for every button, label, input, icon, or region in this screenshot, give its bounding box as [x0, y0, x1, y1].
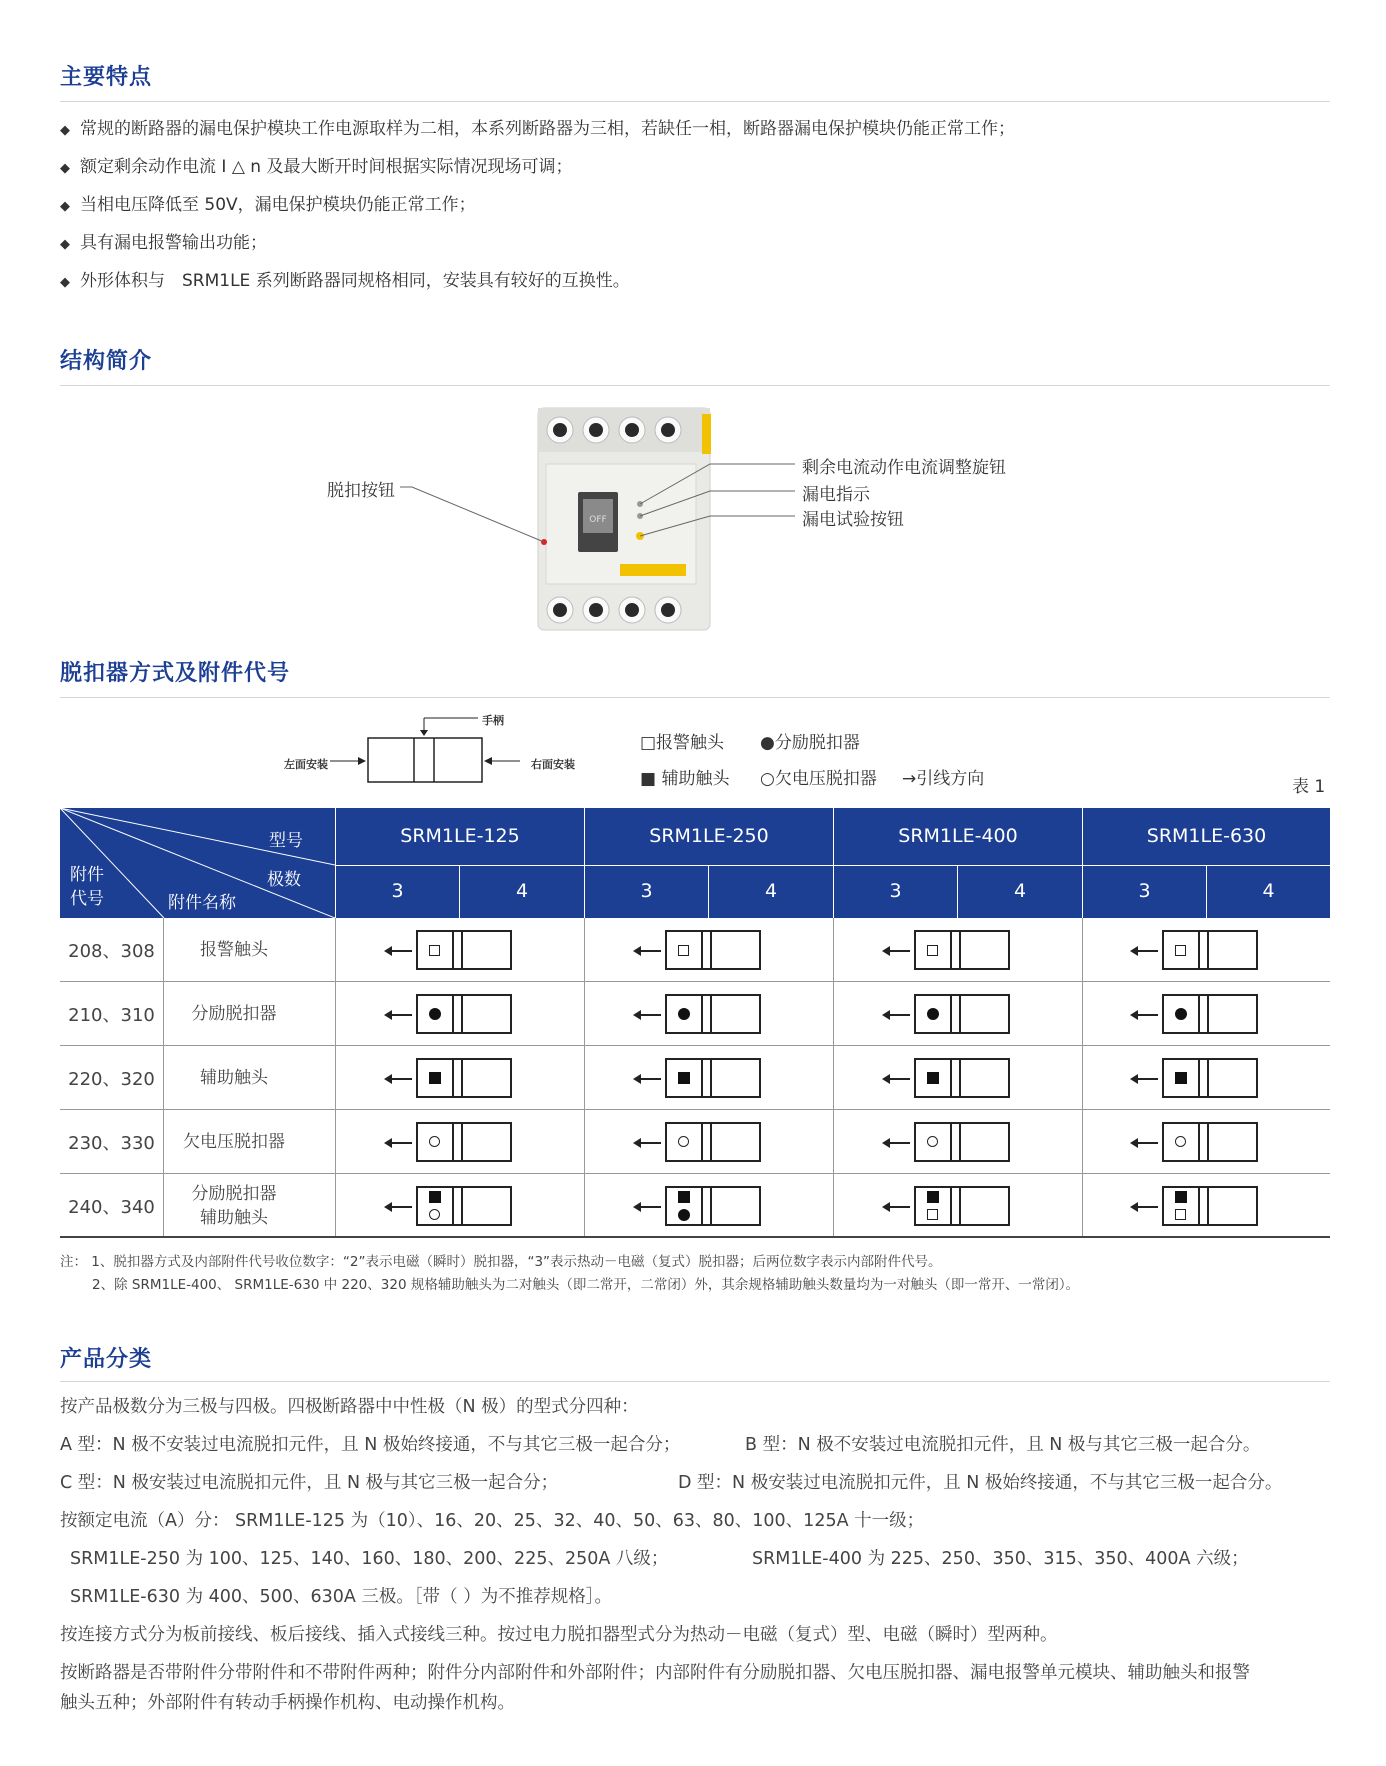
release-symbol — [386, 930, 526, 972]
accessory-name: 报警触头 — [200, 939, 268, 960]
release-symbol — [386, 1058, 526, 1100]
table-note: 注： 1、脱扣器方式及内部附件代号收位数字：“2”表示电磁（瞬时）脱扣器，“3”表示热动－电磁（复式）脱扣器；后两位数字表示内部附件代号。 — [60, 1254, 942, 1270]
release-symbol — [884, 1058, 1024, 1100]
diamond-bullet-icon: ◆ — [60, 123, 70, 138]
mount-arrows — [330, 755, 530, 767]
release-symbol — [884, 1186, 1024, 1228]
release-symbol — [884, 930, 1024, 972]
table-number: 表 1 — [1292, 777, 1326, 797]
legend-aux: ■ 辅助触头 — [640, 769, 730, 789]
pole-header: 3 — [640, 880, 653, 902]
label-right-mount: 右面安装 — [531, 758, 575, 771]
filled-circle-icon — [1175, 1008, 1187, 1020]
release-symbol — [1132, 930, 1272, 972]
open-circle-icon — [927, 1136, 938, 1147]
classification-line: 触头五种；外部附件有转动手柄操作机构、电动操作机构。 — [60, 1693, 515, 1713]
label-handle: 手柄 — [482, 714, 504, 727]
release-symbol — [1132, 1122, 1272, 1164]
release-symbol — [386, 994, 526, 1036]
release-symbol — [386, 1186, 526, 1228]
filled-square-icon — [927, 1072, 939, 1084]
pole-header: 4 — [1262, 880, 1275, 902]
label-residual-knob: 剩余电流动作电流调整旋钮 — [802, 458, 1006, 478]
open-square-icon — [927, 1209, 938, 1220]
model-header: SRM1LE-400 — [898, 825, 1018, 847]
feature-item: ◆ 额定剩余动作电流 I △ n 及最大断开时间根据实际情况现场可调； — [60, 157, 573, 177]
diamond-bullet-icon: ◆ — [60, 237, 70, 252]
table-row — [60, 1174, 1330, 1237]
classification-line: A 型：N 极不安装过电流脱扣元件，且 N 极始终接通，不与其它三极一起合分； — [60, 1435, 681, 1455]
header-poles: 极数 — [267, 870, 301, 890]
pole-header: 3 — [1138, 880, 1151, 902]
open-square-icon — [429, 945, 440, 956]
header-model: 型号 — [269, 831, 303, 851]
filled-circle-icon — [678, 1008, 690, 1020]
label-left-mount: 左面安装 — [284, 758, 328, 771]
divider — [60, 697, 1330, 698]
accessory-code: 230、330 — [68, 1132, 155, 1154]
grid-line — [60, 1236, 1330, 1238]
release-symbol — [635, 1186, 775, 1228]
filled-square-icon — [927, 1191, 939, 1203]
accessory-code: 240、340 — [68, 1196, 155, 1218]
accessory-code: 210、310 — [68, 1004, 155, 1026]
pole-header: 4 — [515, 880, 529, 902]
divider — [60, 385, 1330, 386]
open-circle-icon — [678, 1136, 689, 1147]
filled-circle-icon — [429, 1008, 441, 1020]
filled-square-icon — [678, 1191, 690, 1203]
classification-line: SRM1LE-630 为 400、500、630A 三极。［带（ ）为不推荐规格］。 — [70, 1587, 612, 1607]
pole-header: 3 — [889, 880, 902, 902]
open-square-icon — [927, 945, 938, 956]
open-circle-icon — [429, 1209, 440, 1220]
diamond-bullet-icon: ◆ — [60, 161, 70, 176]
filled-square-icon — [429, 1191, 441, 1203]
header-name: 附件名称 — [168, 893, 236, 913]
classification-line: 按产品极数分为三极与四极。四极断路器中中性极（N 极）的型式分四种： — [60, 1397, 639, 1417]
feature-item: ◆ 当相电压降低至 50V，漏电保护模块仍能正常工作； — [60, 195, 476, 215]
divider — [60, 101, 1330, 102]
table-row — [60, 918, 1330, 981]
feature-item: ◆ 外形体积与 SRM1LE 系列断路器同规格相同，安装具有较好的互换性。 — [60, 271, 630, 291]
accessory-name: 辅助触头 — [200, 1067, 268, 1088]
header-code: 附件 代号 — [70, 865, 104, 909]
pole-header: 4 — [1013, 880, 1027, 902]
open-circle-icon — [1175, 1136, 1186, 1147]
section-title-classification: 产品分类 — [60, 1347, 153, 1372]
table-row — [60, 1110, 1330, 1173]
accessory-name: 分励脱扣器 — [191, 1003, 277, 1024]
table-row — [60, 1046, 1330, 1109]
accessory-table — [60, 808, 1330, 1238]
switch-off-text: OFF — [589, 515, 607, 525]
open-circle-icon — [429, 1136, 440, 1147]
release-symbol — [635, 994, 775, 1036]
classification-line: SRM1LE-400 为 225、250、350、315、350、400A 六级； — [752, 1549, 1249, 1569]
release-symbol — [635, 1122, 775, 1164]
diamond-bullet-icon: ◆ — [60, 275, 70, 290]
release-symbol — [884, 994, 1024, 1036]
feature-item: ◆ 具有漏电报警输出功能； — [60, 233, 267, 253]
filled-square-icon — [429, 1072, 441, 1084]
section-title-release: 脱扣器方式及附件代号 — [60, 661, 291, 686]
release-symbol — [635, 1058, 775, 1100]
legend-alarm: □报警触头 — [640, 733, 725, 753]
classification-line: D 型：N 极安装过电流脱扣元件，且 N 极始终接通，不与其它三极一起合分。 — [678, 1473, 1283, 1493]
classification-line: 按额定电流（A）分： SRM1LE-125 为（10）、16、20、25、32、40、50、63、80、100、125A 十一级； — [60, 1511, 925, 1531]
table-row — [60, 982, 1330, 1045]
classification-line: C 型：N 极安装过电流脱扣元件，且 N 极与其它三极一起合分； — [60, 1473, 559, 1493]
filled-circle-icon — [927, 1008, 939, 1020]
divider — [60, 1381, 1330, 1382]
filled-square-icon — [678, 1072, 690, 1084]
filled-square-icon — [1175, 1191, 1187, 1203]
label-trip-button: 脱扣按钮 — [327, 481, 395, 501]
release-symbol — [1132, 1186, 1272, 1228]
classification-line: SRM1LE-250 为 100、125、140、160、180、200、225、250A 八级； — [70, 1549, 669, 1569]
release-symbol — [1132, 1058, 1272, 1100]
pole-header: 4 — [764, 880, 778, 902]
table-note: 2、除 SRM1LE-400、 SRM1LE-630 中 220、320 规格辅助触头为二对触头（即二常开，二常闭）外，其余规格辅助触头数量均为一对触头（即一常开、一常闭）。 — [92, 1277, 1080, 1293]
mounting-diagram — [360, 712, 500, 787]
legend-lead: →引线方向 — [902, 769, 985, 789]
release-symbol — [386, 1122, 526, 1164]
release-symbol — [884, 1122, 1024, 1164]
label-leak-test-button: 漏电试验按钮 — [802, 510, 904, 530]
callout-lines — [400, 450, 820, 560]
model-header: SRM1LE-250 — [649, 825, 769, 847]
section-title-structure: 结构简介 — [60, 349, 153, 374]
release-symbol — [1132, 994, 1272, 1036]
accessory-code: 208、308 — [68, 940, 155, 962]
open-square-icon — [1175, 945, 1186, 956]
feature-item: ◆ 常规的断路器的漏电保护模块工作电源取样为二相，本系列断路器为三相，若缺任一相，断路器漏电保护模块仍能正常工作； — [60, 119, 1015, 139]
classification-line: 按连接方式分为板前接线、板后接线、插入式接线三种。按过电力脱扣器型式分为热动－电磁（复式）型、电磁（瞬时）型两种。 — [60, 1625, 1058, 1645]
classification-line: 按断路器是否带附件分带附件和不带附件两种；附件分内部附件和外部附件；内部附件有分励脱扣器、欠电压脱扣器、漏电报警单元模块、辅助触头和报警 — [60, 1663, 1250, 1683]
accessory-code: 220、320 — [68, 1068, 155, 1090]
section-title-features: 主要特点 — [60, 65, 153, 90]
accessory-name: 欠电压脱扣器 — [183, 1131, 285, 1152]
model-header: SRM1LE-125 — [400, 825, 520, 847]
filled-square-icon — [1175, 1072, 1187, 1084]
release-symbol — [635, 930, 775, 972]
label-leak-indicator: 漏电指示 — [802, 485, 870, 505]
open-square-icon — [1175, 1209, 1186, 1220]
classification-line: B 型：N 极不安装过电流脱扣元件，且 N 极与其它三极一起合分。 — [745, 1435, 1261, 1455]
legend-shunt: ●分励脱扣器 — [760, 733, 860, 753]
accessory-name: 分励脱扣器 辅助触头 — [191, 1183, 277, 1228]
filled-circle-icon — [678, 1209, 690, 1221]
diamond-bullet-icon: ◆ — [60, 199, 70, 214]
legend-under: ○欠电压脱扣器 — [760, 769, 877, 789]
model-header: SRM1LE-630 — [1146, 825, 1267, 847]
open-square-icon — [678, 945, 689, 956]
pole-header: 3 — [391, 880, 404, 902]
